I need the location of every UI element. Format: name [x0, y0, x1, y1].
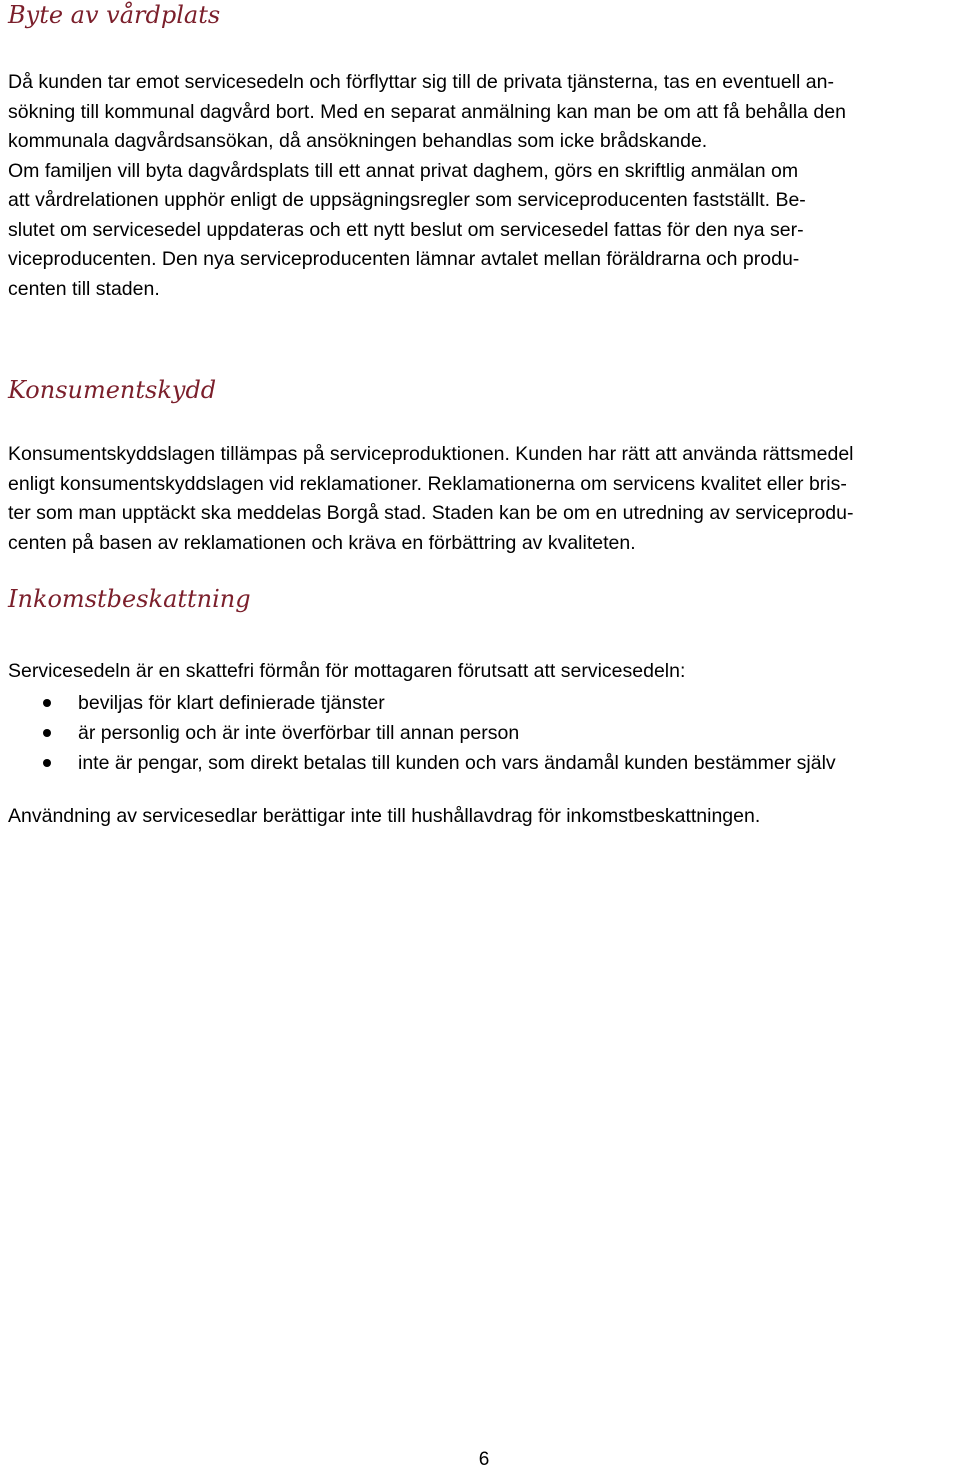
bullet-icon — [43, 759, 51, 767]
text-line: viceproducenten. Den nya serviceproducenten lämnar avtalet mellan föräldrarna och produ- — [8, 248, 800, 270]
intro-inkomstbeskattning — [8, 657, 960, 687]
text-line: Då kunden tar emot servicesedeln och förflyttar sig till de privata tjänsterna, tas en eventuell an- — [8, 71, 834, 93]
list-item — [8, 748, 960, 778]
heading-inkomstbeskattning: Inkomstbeskattning — [8, 585, 251, 613]
bullet-icon — [43, 699, 51, 707]
heading-konsumentskydd: Konsumentskydd — [8, 376, 217, 404]
document-page — [8, 0, 960, 831]
text-line: Om familjen vill byta dagvårdsplats till ett annat privat daghem, görs en skriftlig anmälan om — [8, 159, 799, 182]
text-line: enligt konsumentskyddslagen vid reklamationer. Reklamationerna om servicens kvalitet eller bris- — [8, 472, 847, 495]
text-line: centen på basen av reklamationen och kräva en förbättring av kvaliteten. — [8, 531, 636, 554]
text-line: Konsumentskyddslagen tillämpas på serviceproduktionen. Kunden har rätt att använda rättsmedel — [8, 443, 854, 465]
paragraph-byte-av-vardplats — [8, 68, 960, 304]
page-number: 6 — [478, 1449, 490, 1470]
text-line: centen till staden. — [8, 277, 160, 300]
text-line: att vårdrelationen upphör enligt de uppsägningsregler som serviceproducenten fastställt. Be- — [8, 189, 806, 211]
closing-paragraph — [8, 802, 960, 832]
bullet-list — [8, 688, 960, 778]
list-item — [8, 718, 960, 748]
text-line: ter som man upptäckt ska meddelas Borgå stad. Staden kan be om en utredning av serviceprodu- — [8, 502, 854, 524]
text-line: slutet om servicesedel uppdateras och ett nytt beslut om servicesedel fattas för den nya ser- — [8, 218, 804, 241]
text-line: Servicesedeln är en skattefri förmån för mottagaren förutsatt att servicesedeln: — [8, 660, 686, 682]
bullet-icon — [43, 729, 51, 737]
list-item-text: beviljas för klart definierade tjänster — [78, 691, 385, 714]
list-item — [8, 688, 960, 718]
list-item-text: är personlig och är inte överförbar till annan person — [78, 721, 520, 744]
text-line: kommunala dagvårdsansökan, då ansökningen behandlas som icke brådskande. — [8, 130, 708, 152]
paragraph-konsumentskydd — [8, 440, 960, 558]
heading-byte-av-vardplats: Byte av vårdplats — [8, 1, 221, 29]
text-line: sökning till kommunal dagvård bort. Med en separat anmälning kan man be om att få behålla den — [8, 100, 846, 123]
text-line: Användning av servicesedlar berättigar inte till hushållavdrag för inkomstbeskattningen. — [8, 804, 761, 827]
list-item-text: inte är pengar, som direkt betalas till kunden och vars ändamål kunden bestämmer själv — [78, 751, 836, 774]
